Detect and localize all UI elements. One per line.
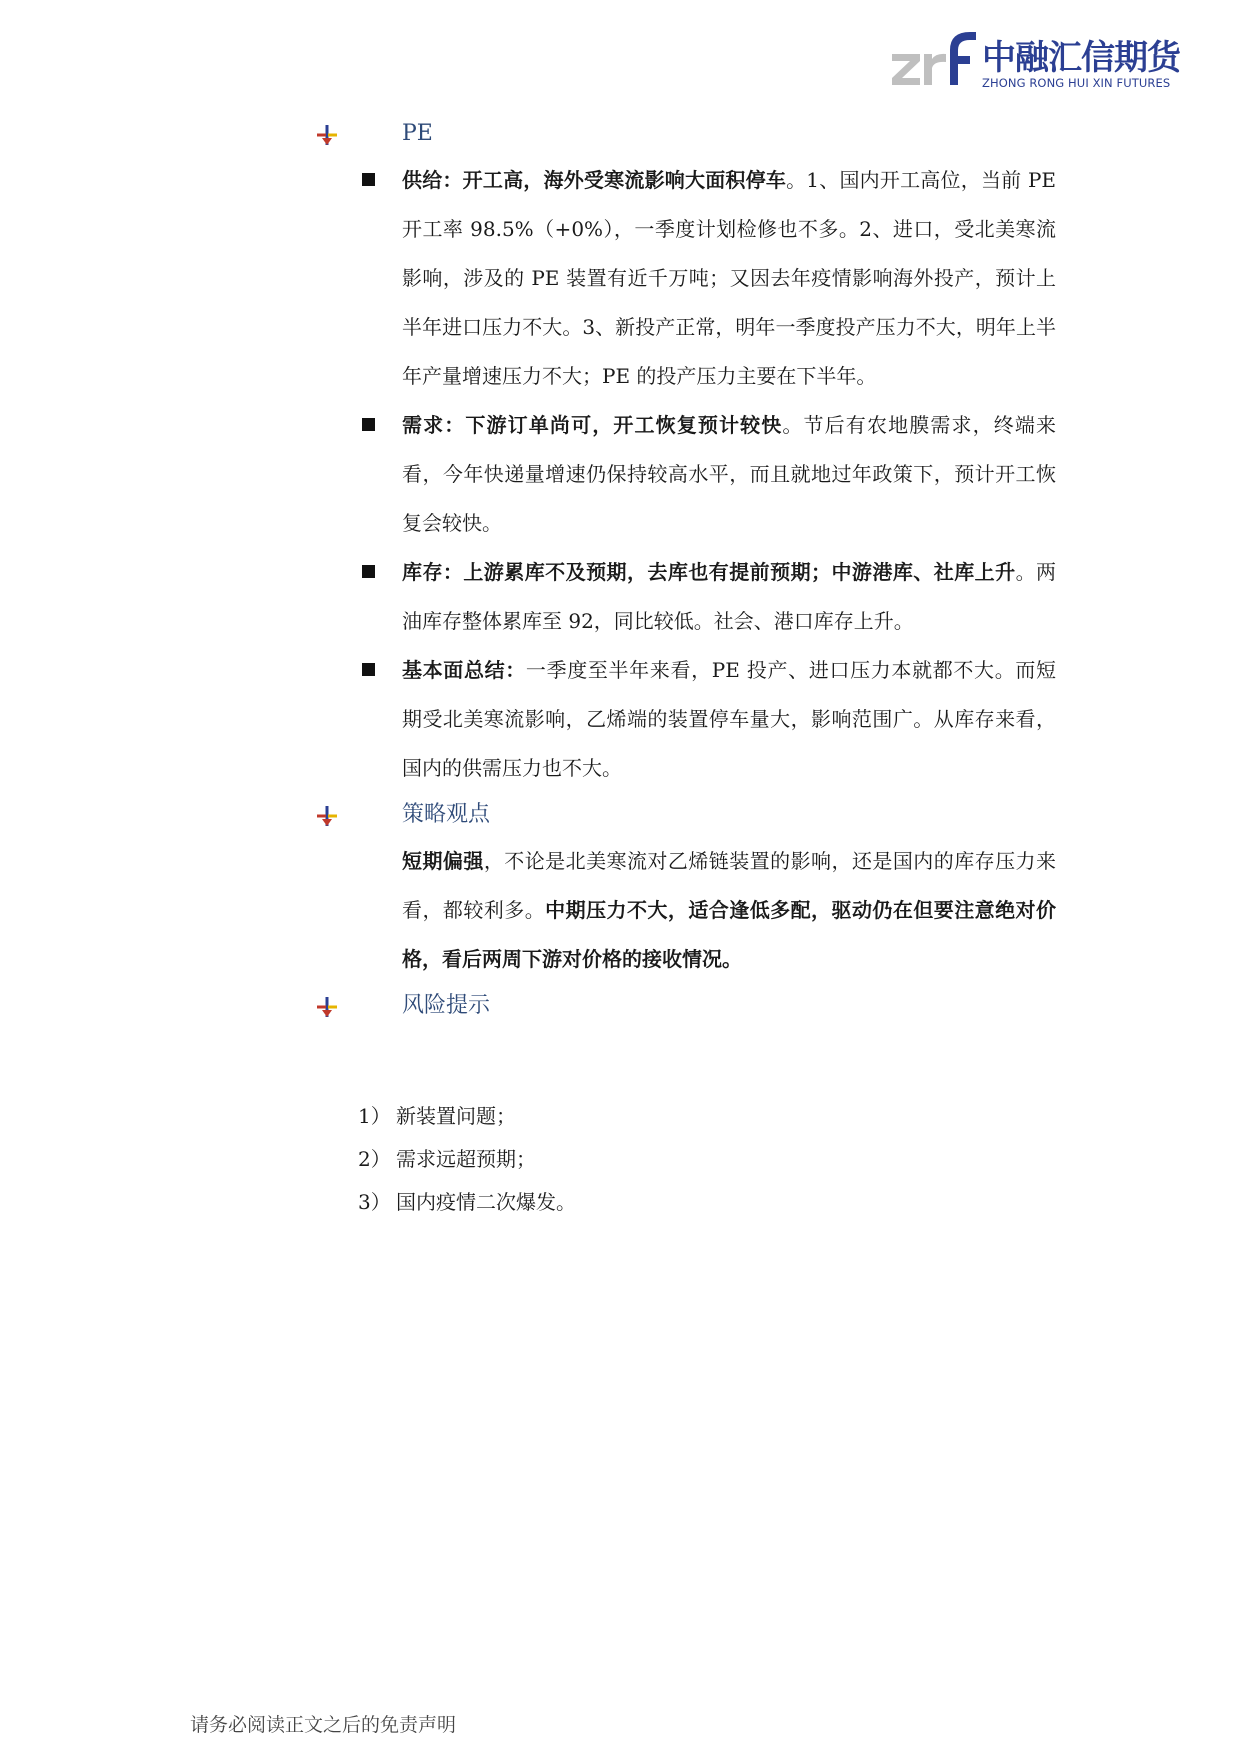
square-bullet-icon bbox=[362, 565, 375, 578]
risk-item-text: 需求远超预期； bbox=[396, 1147, 536, 1171]
risk-item-number: 2） bbox=[358, 1147, 391, 1171]
bullet-demand-text: 。节后有农地膜需求，终端来看，今年快递量增速仍保持较高水平，而且就地过年政策下，预计开工恢复会较快。 bbox=[402, 413, 1057, 535]
logo-brand-cn: 中融汇信期货 bbox=[982, 38, 1180, 78]
square-bullet-icon bbox=[362, 418, 375, 431]
strategy-text-1: ，不论是北美寒流对乙烯链装置的影响，还是国内的库存压力来看，都较利多。 bbox=[402, 849, 1057, 922]
report-content bbox=[356, 112, 1056, 1028]
risk-item-number: 1） bbox=[358, 1104, 391, 1128]
section-heading-pe bbox=[356, 112, 1056, 156]
section-title-pe: PE bbox=[402, 121, 433, 146]
bullet-summary-bold: 基本面总结： bbox=[402, 658, 526, 682]
strategy-bold-2: 中期压力不大，适合逢低多配，驱动仍在但要注意绝对价格，看后两周下游对价格的接收情况。 bbox=[402, 898, 1057, 971]
square-bullet-icon bbox=[362, 173, 375, 186]
section-marker-icon bbox=[316, 805, 338, 827]
strategy-paragraph bbox=[356, 837, 1056, 984]
bullet-summary bbox=[356, 646, 1056, 793]
bullet-supply bbox=[356, 156, 1056, 401]
company-logo bbox=[890, 28, 1180, 98]
risk-item-1 bbox=[358, 1095, 576, 1138]
section-title-risk: 风险提示 bbox=[402, 993, 491, 1018]
bullet-inventory-bold: 库存：上游累库不及预期，去库也有提前预期；中游港库、社库上升 bbox=[402, 560, 1016, 584]
footer-disclaimer: 请务必阅读正文之后的免责声明 bbox=[190, 1714, 457, 1736]
section-heading-strategy bbox=[356, 793, 1056, 837]
zrf-logo-icon bbox=[890, 28, 980, 98]
bullet-demand-bold: 需求：下游订单尚可，开工恢复预计较快 bbox=[402, 413, 783, 437]
bullet-summary-text: 一季度至半年来看，PE 投产、进口压力本就都不大。而短期受北美寒流影响，乙烯端的装置停车量大，影响范围广。从库存来看，国内的供需压力也不大。 bbox=[402, 658, 1056, 780]
risk-item-text: 新装置问题； bbox=[396, 1104, 516, 1128]
section-marker-icon bbox=[316, 996, 338, 1018]
risk-item-2 bbox=[358, 1138, 576, 1181]
bullet-supply-bold: 供给：开工高，海外受寒流影响大面积停车 bbox=[402, 168, 787, 192]
section-marker-icon bbox=[316, 124, 338, 146]
risk-list bbox=[358, 1095, 576, 1224]
bullet-supply-text: 。1、国内开工高位，当前 PE 开工率 98.5%（+0%），一季度计划检修也不多。2、进口，受北美寒流影响，涉及的 PE 装置有近千万吨；又因去年疫情影响海外投产，预计上半年进口压力不大。3、新投产正常，明年一季度投产压力不大，明年上半年产量增速压力不大；PE 的投产压力主要在下半年。 bbox=[402, 168, 1057, 388]
bullet-inventory-text: 。两油库存整体累库至 92，同比较低。社会、港口库存上升。 bbox=[402, 560, 1057, 633]
risk-item-number: 3） bbox=[358, 1190, 391, 1214]
bullet-inventory bbox=[356, 548, 1056, 646]
risk-item-3 bbox=[358, 1181, 576, 1224]
square-bullet-icon bbox=[362, 663, 375, 676]
section-title-strategy: 策略观点 bbox=[402, 802, 491, 827]
strategy-bold-1: 短期偏强 bbox=[402, 849, 484, 873]
bullet-demand bbox=[356, 401, 1056, 548]
logo-brand-en: ZHONG RONG HUI XIN FUTURES bbox=[982, 76, 1171, 90]
section-heading-risk bbox=[356, 984, 1056, 1028]
risk-item-text: 国内疫情二次爆发。 bbox=[396, 1190, 576, 1214]
